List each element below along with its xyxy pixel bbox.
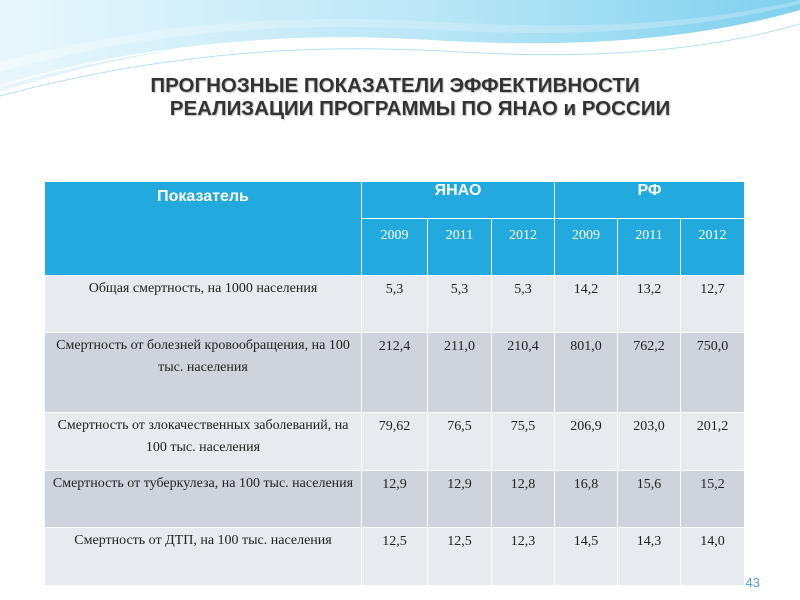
- table-cell: 16,8: [555, 471, 618, 528]
- table-cell: 210,4: [492, 333, 555, 413]
- table-cell: 14,5: [555, 528, 618, 586]
- table-cell: 12,9: [362, 471, 428, 528]
- table-cell: 14,2: [555, 276, 618, 333]
- indicators-table: [44, 181, 745, 586]
- table-cell: 801,0: [555, 333, 618, 413]
- slide-title-line1: ПРОГНОЗНЫЕ ПОКАЗАТЕЛИ ЭФФЕКТИВНОСТИ: [150, 74, 640, 97]
- table-cell: 5,3: [428, 276, 492, 333]
- table-cell: 211,0: [428, 333, 492, 413]
- table-cell: 212,4: [362, 333, 428, 413]
- table-cell: 12,7: [681, 276, 745, 333]
- table-cell: 14,0: [681, 528, 745, 586]
- table-cell: 14,3: [618, 528, 681, 586]
- year-header: 2011: [618, 219, 681, 276]
- table-cell: 12,9: [428, 471, 492, 528]
- table-cell: 201,2: [681, 413, 745, 471]
- table-cell: 79,62: [362, 413, 428, 471]
- table-cell: 76,5: [428, 413, 492, 471]
- header-rf: РФ: [555, 182, 745, 219]
- indicator-label: Общая смертность, на 1000 населения: [45, 276, 362, 333]
- slide-title-line2: РЕАЛИЗАЦИИ ПРОГРАММЫ ПО ЯНАО и РОССИИ: [169, 97, 671, 120]
- header-indicator: Показатель: [45, 182, 362, 276]
- slide-title: [0, 74, 800, 120]
- header-yanao: ЯНАО: [362, 182, 555, 219]
- page-number: 43: [745, 575, 760, 590]
- year-header: 2012: [681, 219, 745, 276]
- table-cell: 12,8: [492, 471, 555, 528]
- year-header: 2012: [492, 219, 555, 276]
- table-cell: 15,6: [618, 471, 681, 528]
- year-header: 2009: [362, 219, 428, 276]
- table-cell: 15,2: [681, 471, 745, 528]
- indicator-label: Смертность от злокачественных заболеваний, на 100 тыс. населения: [45, 413, 362, 471]
- indicator-label: Смертность от болезней кровообращения, на 100 тыс. населения: [45, 333, 362, 413]
- year-header: 2009: [555, 219, 618, 276]
- table-cell: 206,9: [555, 413, 618, 471]
- table-cell: 12,5: [362, 528, 428, 586]
- table-cell: 203,0: [618, 413, 681, 471]
- table-cell: 13,2: [618, 276, 681, 333]
- table-row: [45, 413, 745, 471]
- table-cell: 75,5: [492, 413, 555, 471]
- table-row: [45, 471, 745, 528]
- table-cell: 12,5: [428, 528, 492, 586]
- table-row: [45, 276, 745, 333]
- table-cell: 5,3: [362, 276, 428, 333]
- table-cell: 762,2: [618, 333, 681, 413]
- table-cell: 5,3: [492, 276, 555, 333]
- table-cell: 12,3: [492, 528, 555, 586]
- table-row: [45, 333, 745, 413]
- year-header: 2011: [428, 219, 492, 276]
- indicator-label: Смертность от туберкулеза, на 100 тыс. населения: [45, 471, 362, 528]
- indicator-label: Смертность от ДТП, на 100 тыс. населения: [45, 528, 362, 586]
- table-row: [45, 528, 745, 586]
- table-cell: 750,0: [681, 333, 745, 413]
